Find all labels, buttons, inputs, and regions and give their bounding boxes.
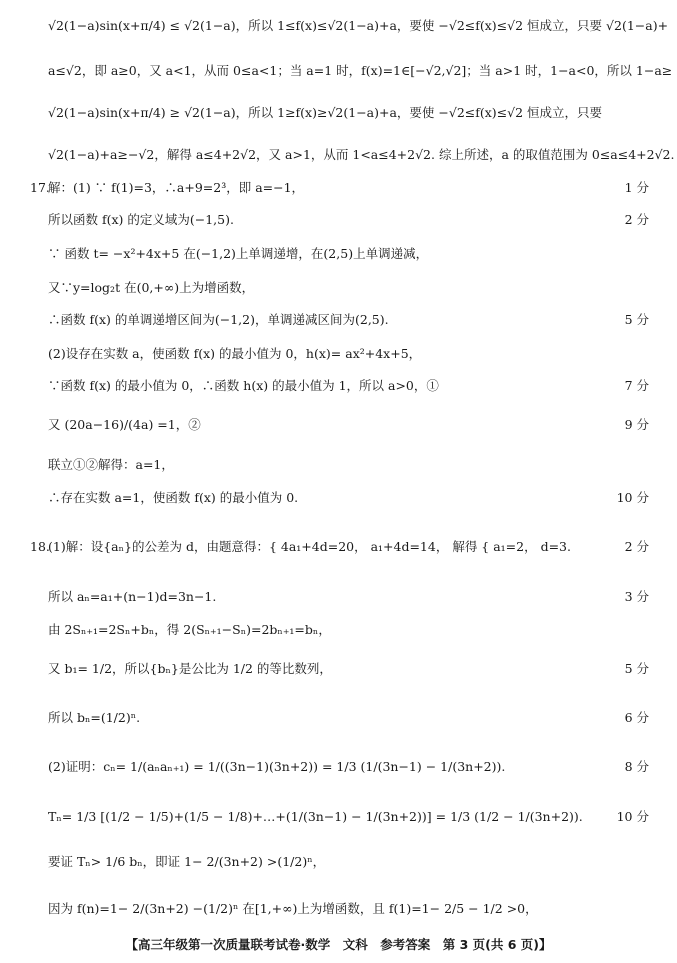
q18-line: 所以 bₙ=(1/2)ⁿ. [48, 710, 141, 725]
page-footer: 【高三年级第一次质量联考试卷·数学 文科 参考答案 第 3 页(共 6 页)】 [125, 937, 552, 952]
q18-line: 要证 Tₙ> 1/6 bₙ，即证 1− 2/(3n+2) >(1/2)ⁿ， [48, 854, 326, 869]
q17-line: 联立①②解得：a=1， [48, 457, 174, 472]
q18-score: 3 分 [624, 589, 649, 604]
q17-score: 2 分 [624, 212, 649, 227]
text-line: √2(1−a)sin(x+π/4) ≤ √2(1−a)，所以 1≤f(x)≤√2(1−a)+a，要使 −√2≤f(x)≤√2 恒成立，只要 √2(1−a)+ [48, 18, 669, 33]
q18-line: (2)证明：cₙ= 1/(aₙaₙ₊₁) = 1/((3n−1)(3n+2)) = 1/3 (1/(3n−1) − 1/(3n+2)). [48, 759, 506, 774]
q18-line: (1)解：设{aₙ}的公差为 d，由题意得：{ 4a₁+4d=20， a₁+4d=14， 解得 { a₁=2， d=3. [48, 539, 571, 554]
q18-line: 又 b₁= 1/2，所以{bₙ}是公比为 1/2 的等比数列， [48, 661, 332, 676]
q17-line: ∴函数 f(x) 的单调递增区间为(−1,2)，单调递减区间为(2,5). [48, 312, 389, 327]
q17-score: 7 分 [624, 378, 649, 393]
question-number-18: 18. [30, 539, 50, 554]
q18-line: Tₙ= 1/3 [(1/2 − 1/5)+(1/5 − 1/8)+…+(1/(3n−1) − 1/(3n+2))] = 1/3 (1/2 − 1/(3n+2)). [48, 809, 583, 824]
q17-line: 又∵y=log₂t 在(0,+∞)上为增函数， [48, 280, 255, 295]
q17-line: 所以函数 f(x) 的定义域为(−1,5). [48, 212, 234, 227]
q17-line: ∴存在实数 a=1，使函数 f(x) 的最小值为 0. [48, 490, 299, 505]
q17-score: 9 分 [624, 417, 649, 432]
q18-line: 由 2Sₙ₊₁=2Sₙ+bₙ，得 2(Sₙ₊₁−Sₙ)=2bₙ₊₁=bₙ， [48, 622, 331, 637]
q17-score: 5 分 [624, 312, 649, 327]
q17-line: ∵函数 f(x) 的最小值为 0，∴函数 h(x) 的最小值为 1，所以 a>0，① [48, 378, 439, 393]
text-line: √2(1−a)sin(x+π/4) ≥ √2(1−a)，所以 1≥f(x)≥√2(1−a)+a，要使 −√2≤f(x)≤√2 恒成立，只要 [48, 105, 603, 120]
q18-line: 因为 f(n)=1− 2/(3n+2) −(1/2)ⁿ 在[1,+∞)上为增函数，且 f(1)=1− 2/5 − 1/2 >0， [48, 901, 538, 916]
q18-score: 6 分 [624, 710, 649, 725]
q18-line: 所以 aₙ=a₁+(n−1)d=3n−1. [48, 589, 217, 604]
q17-line: 又 (20a−16)/(4a) =1，② [48, 417, 201, 432]
question-number-17: 17. [30, 180, 50, 195]
q18-score: 8 分 [624, 759, 649, 774]
q18-score: 10 分 [616, 809, 649, 824]
q17-line: ∵ 函数 t= −x²+4x+5 在(−1,2)上单调递增，在(2,5)上单调递减， [48, 246, 429, 261]
q17-score: 1 分 [624, 180, 649, 195]
q18-score: 2 分 [624, 539, 649, 554]
q17-line: 解：(1) ∵ f(1)=3，∴a+9=2³，即 a=−1， [48, 180, 305, 195]
text-line: a≤√2，即 a≥0，又 a<1，从而 0≤a<1；当 a=1 时，f(x)=1∈[−√2,√2]；当 a>1 时，1−a<0，所以 1−a≥ [48, 63, 673, 78]
q18-score: 5 分 [624, 661, 649, 676]
q17-score: 10 分 [616, 490, 649, 505]
q17-line: (2)设存在实数 a，使函数 f(x) 的最小值为 0，h(x)= ax²+4x+5， [48, 346, 422, 361]
text-line: √2(1−a)+a≥−√2，解得 a≤4+2√2，又 a>1，从而 1<a≤4+2√2. 综上所述，a 的取值范围为 0≤a≤4+2√2. [48, 147, 675, 162]
